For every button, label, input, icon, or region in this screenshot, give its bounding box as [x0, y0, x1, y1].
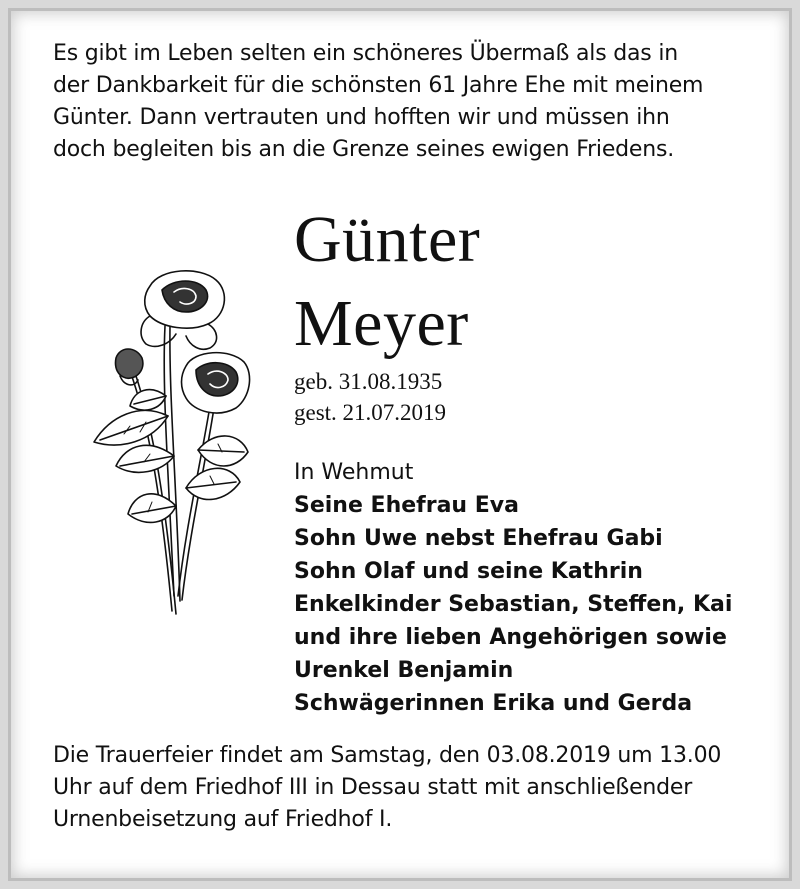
mourners-list	[294, 456, 732, 720]
death-date: gest. 21.07.2019	[294, 400, 447, 425]
intro-text	[53, 38, 783, 166]
last-name: Meyer	[294, 287, 469, 360]
mourner-line: Enkelkinder Sebastian, Steffen, Kai	[294, 592, 733, 617]
first-name: Günter	[294, 203, 481, 276]
mourners-intro: In Wehmut	[294, 460, 414, 485]
ceremony-line: Urnenbeisetzung auf Friedhof I.	[53, 807, 393, 832]
mourner-line: und ihre lieben Angehörigen sowie	[294, 625, 727, 650]
life-dates	[294, 366, 446, 428]
birth-date: geb. 31.08.1935	[294, 369, 443, 394]
ceremony-line: Die Trauerfeier findet am Samstag, den 03.08.2019 um 13.00	[53, 743, 722, 768]
intro-line: doch begleiten bis an die Grenze seines ewigen Friedens.	[53, 137, 675, 162]
deceased-name	[294, 198, 480, 366]
mourner-line: Urenkel Benjamin	[294, 658, 514, 683]
mourner-line: Seine Ehefrau Eva	[294, 493, 519, 518]
ceremony-info	[53, 740, 783, 836]
intro-line: Günter. Dann vertrauten und hofften wir und müssen ihn	[53, 105, 670, 130]
mourner-line: Schwägerinnen Erika und Gerda	[294, 691, 693, 716]
intro-line: Es gibt im Leben selten ein schöneres Übermaß als das in	[53, 41, 679, 66]
mourner-line: Sohn Uwe nebst Ehefrau Gabi	[294, 526, 663, 551]
mourner-line: Sohn Olaf und seine Kathrin	[294, 559, 643, 584]
ceremony-line: Uhr auf dem Friedhof III in Dessau statt mit anschließender	[53, 775, 693, 800]
intro-line: der Dankbarkeit für die schönsten 61 Jahre Ehe mit meinem	[53, 73, 704, 98]
rose-illustration	[90, 266, 262, 622]
